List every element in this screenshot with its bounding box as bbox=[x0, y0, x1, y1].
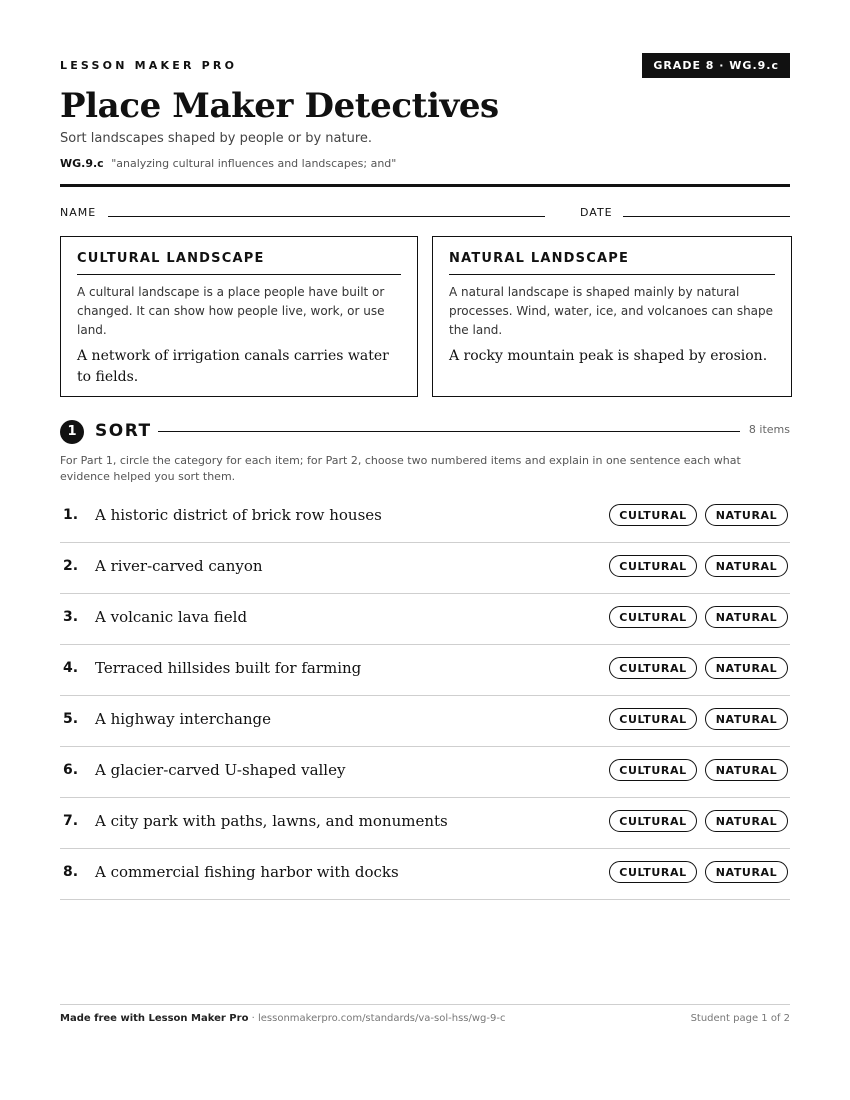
sort-item bbox=[60, 696, 790, 747]
cultural-choice-button[interactable]: CULTURAL bbox=[609, 657, 697, 679]
item-number: 2. bbox=[63, 558, 79, 574]
cultural-choice-button[interactable]: CULTURAL bbox=[609, 861, 697, 883]
sort-item bbox=[60, 594, 790, 645]
section-title: SORT bbox=[95, 421, 152, 441]
sort-item bbox=[60, 747, 790, 798]
page-title: Place Maker Detectives bbox=[60, 86, 499, 126]
footer-url[interactable]: · lessonmakerpro.com/standards/va-sol-hss/wg-9-c bbox=[248, 1013, 506, 1024]
item-number: 1. bbox=[63, 507, 79, 523]
natural-choice-button[interactable]: NATURAL bbox=[705, 504, 788, 526]
section-divider bbox=[158, 431, 740, 432]
cultural-choice-button[interactable]: CULTURAL bbox=[609, 759, 697, 781]
item-number: 6. bbox=[63, 762, 79, 778]
header-divider bbox=[60, 184, 790, 187]
definition-text: A natural landscape is shaped mainly by natural processes. Wind, water, ice, and volcanoes can shape the land. bbox=[449, 285, 774, 337]
natural-choice-button[interactable]: NATURAL bbox=[705, 759, 788, 781]
standard-text: "analyzing cultural influences and landscapes; and" bbox=[111, 157, 397, 170]
footer-page-number: Student page 1 of 2 bbox=[690, 1013, 790, 1024]
item-text: A volcanic lava field bbox=[95, 608, 248, 626]
cultural-choice-button[interactable]: CULTURAL bbox=[609, 504, 697, 526]
page-subtitle: Sort landscapes shaped by people or by nature. bbox=[60, 131, 373, 146]
section-item-count: 8 items bbox=[748, 423, 790, 436]
cultural-choice-button[interactable]: CULTURAL bbox=[609, 555, 697, 577]
item-text: A river-carved canyon bbox=[95, 557, 263, 575]
natural-choice-button[interactable]: NATURAL bbox=[705, 810, 788, 832]
definition-example: A rocky mountain peak is shaped by erosion. bbox=[449, 348, 768, 364]
natural-choice-button[interactable]: NATURAL bbox=[705, 861, 788, 883]
grade-badge: GRADE 8 · WG.9.c bbox=[642, 53, 790, 78]
definition-heading: CULTURAL LANDSCAPE bbox=[77, 251, 401, 275]
section-number-badge: 1 bbox=[60, 420, 84, 444]
name-field[interactable] bbox=[108, 216, 545, 217]
natural-choice-button[interactable]: NATURAL bbox=[705, 606, 788, 628]
natural-definition-box bbox=[432, 236, 792, 397]
name-label: NAME bbox=[60, 206, 97, 219]
item-number: 8. bbox=[63, 864, 79, 880]
item-text: A glacier-carved U-shaped valley bbox=[95, 761, 346, 779]
sort-item-list bbox=[60, 492, 790, 900]
date-field[interactable] bbox=[623, 216, 790, 217]
definition-example: A network of irrigation canals carries water to fields. bbox=[77, 348, 389, 385]
section-instructions: For Part 1, circle the category for each item; for Part 2, choose two numbered items and explain in one sentence each what evidence helped you sort them. bbox=[60, 454, 741, 483]
standard-code: WG.9.c bbox=[60, 157, 104, 170]
item-number: 5. bbox=[63, 711, 79, 727]
definition-text: A cultural landscape is a place people have built or changed. It can show how people live, work, or use land. bbox=[77, 285, 385, 337]
footer-divider bbox=[60, 1004, 790, 1005]
sort-item bbox=[60, 645, 790, 696]
natural-choice-button[interactable]: NATURAL bbox=[705, 657, 788, 679]
item-text: A commercial fishing harbor with docks bbox=[95, 863, 399, 881]
item-number: 3. bbox=[63, 609, 79, 625]
natural-choice-button[interactable]: NATURAL bbox=[705, 555, 788, 577]
cultural-choice-button[interactable]: CULTURAL bbox=[609, 708, 697, 730]
item-number: 4. bbox=[63, 660, 79, 676]
item-number: 7. bbox=[63, 813, 79, 829]
cultural-choice-button[interactable]: CULTURAL bbox=[609, 606, 697, 628]
date-label: DATE bbox=[580, 206, 613, 219]
item-text: A historic district of brick row houses bbox=[95, 506, 382, 524]
item-text: A city park with paths, lawns, and monuments bbox=[95, 812, 448, 830]
sort-item bbox=[60, 543, 790, 594]
standard-line bbox=[60, 157, 396, 170]
sort-item bbox=[60, 798, 790, 849]
definition-heading: NATURAL LANDSCAPE bbox=[449, 251, 775, 275]
sort-item bbox=[60, 849, 790, 900]
cultural-choice-button[interactable]: CULTURAL bbox=[609, 810, 697, 832]
footer-credit bbox=[60, 1013, 505, 1024]
natural-choice-button[interactable]: NATURAL bbox=[705, 708, 788, 730]
item-text: Terraced hillsides built for farming bbox=[95, 659, 362, 677]
sort-item bbox=[60, 492, 790, 543]
cultural-definition-box bbox=[60, 236, 418, 397]
brand-name: LESSON MAKER PRO bbox=[60, 59, 238, 72]
footer-made-with: Made free with Lesson Maker Pro bbox=[60, 1013, 249, 1024]
item-text: A highway interchange bbox=[95, 710, 272, 728]
